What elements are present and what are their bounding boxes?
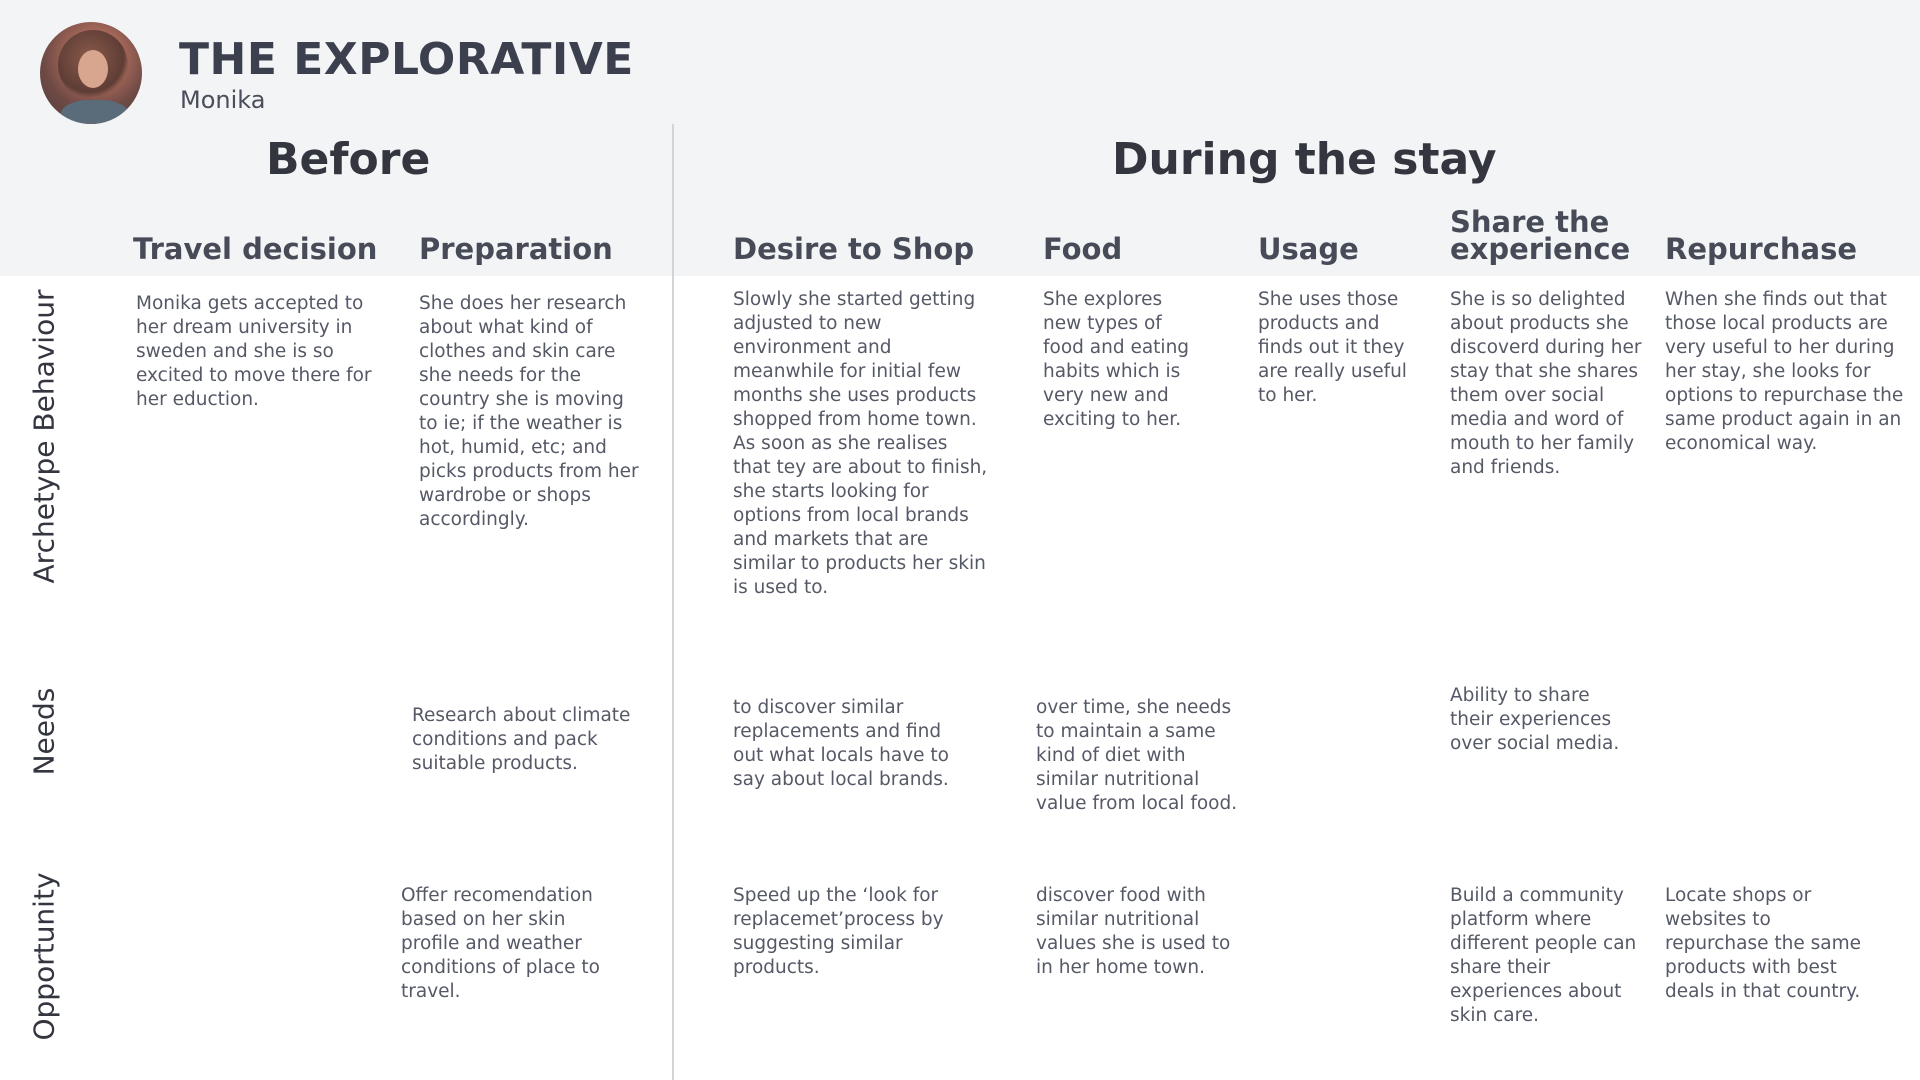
phase-during-stay: During the stay: [1112, 134, 1497, 185]
phase-before: Before: [266, 134, 431, 185]
stage-repurchase: Repurchase: [1665, 232, 1858, 266]
stage-food: Food: [1043, 232, 1123, 266]
behaviour-preparation: She does her research about what kind of clothes and skin care she needs for the country she is moving to ie; if the weather is hot, humid, etc; and picks products from her wardrobe or shops accordingly.: [419, 293, 639, 530]
behaviour-desire-to-shop: Slowly she started getting adjusted to new environment and meanwhile for initial few months she uses products shopped from home town. As soon as she realises that tey are about to finish, she starts looking for options from local brands and markets that are similar to products her skin is used to.: [733, 289, 988, 598]
stage-share-experience: Share the experience: [1450, 205, 1631, 266]
row-label-opportunity: Opportunity: [27, 872, 61, 1041]
needs-preparation: Research about climate conditions and pack suitable products.: [412, 705, 631, 774]
stage-preparation: Preparation: [419, 232, 613, 266]
behaviour-travel-decision: Monika gets accepted to her dream university in sweden and she is so excited to move there for her eduction.: [136, 293, 372, 410]
stage-usage: Usage: [1258, 232, 1359, 266]
stage-desire-to-shop: Desire to Shop: [733, 232, 975, 266]
row-label-archetype-behaviour: Archetype Behaviour: [27, 289, 61, 584]
stage-travel-decision: Travel decision: [133, 232, 378, 266]
opportunity-share-experience: Build a community platform where different people can share their experiences about skin care.: [1450, 885, 1637, 1026]
opportunity-preparation: Offer recomendation based on her skin profile and weather conditions of place to travel.: [401, 885, 600, 1002]
behaviour-usage: She uses those products and finds out it they are really useful to her.: [1258, 289, 1407, 406]
needs-share-experience: Ability to share their experiences over social media.: [1450, 685, 1620, 754]
behaviour-repurchase: When she finds out that those local products are very useful to her during her stay, she looks for options to repurchase the same product again in an economical way.: [1665, 289, 1904, 454]
persona-avatar: [40, 22, 142, 124]
opportunity-food: discover food with similar nutritional values she is used to in her home town.: [1036, 885, 1231, 978]
needs-desire-to-shop: to discover similar replacements and find out what locals have to say about local brands.: [733, 697, 949, 790]
behaviour-food: She explores new types of food and eating habits which is very new and exciting to her.: [1043, 289, 1190, 430]
opportunity-repurchase: Locate shops or websites to repurchase the same products with best deals in that country.: [1665, 885, 1862, 1002]
opportunity-desire-to-shop: Speed up the ‘look for replacemet’process by suggesting similar products.: [733, 885, 944, 978]
behaviour-share-experience: She is so delighted about products she discoverd during her stay that she shares them over social media and word of mouth to her family and friends.: [1450, 289, 1642, 478]
needs-food: over time, she needs to maintain a same kind of diet with similar nutritional value from local food.: [1036, 697, 1238, 814]
persona-title: THE EXPLORATIVE: [179, 34, 634, 85]
phase-divider: [672, 124, 674, 1080]
persona-name: Monika: [180, 86, 266, 114]
row-label-needs: Needs: [27, 687, 61, 776]
